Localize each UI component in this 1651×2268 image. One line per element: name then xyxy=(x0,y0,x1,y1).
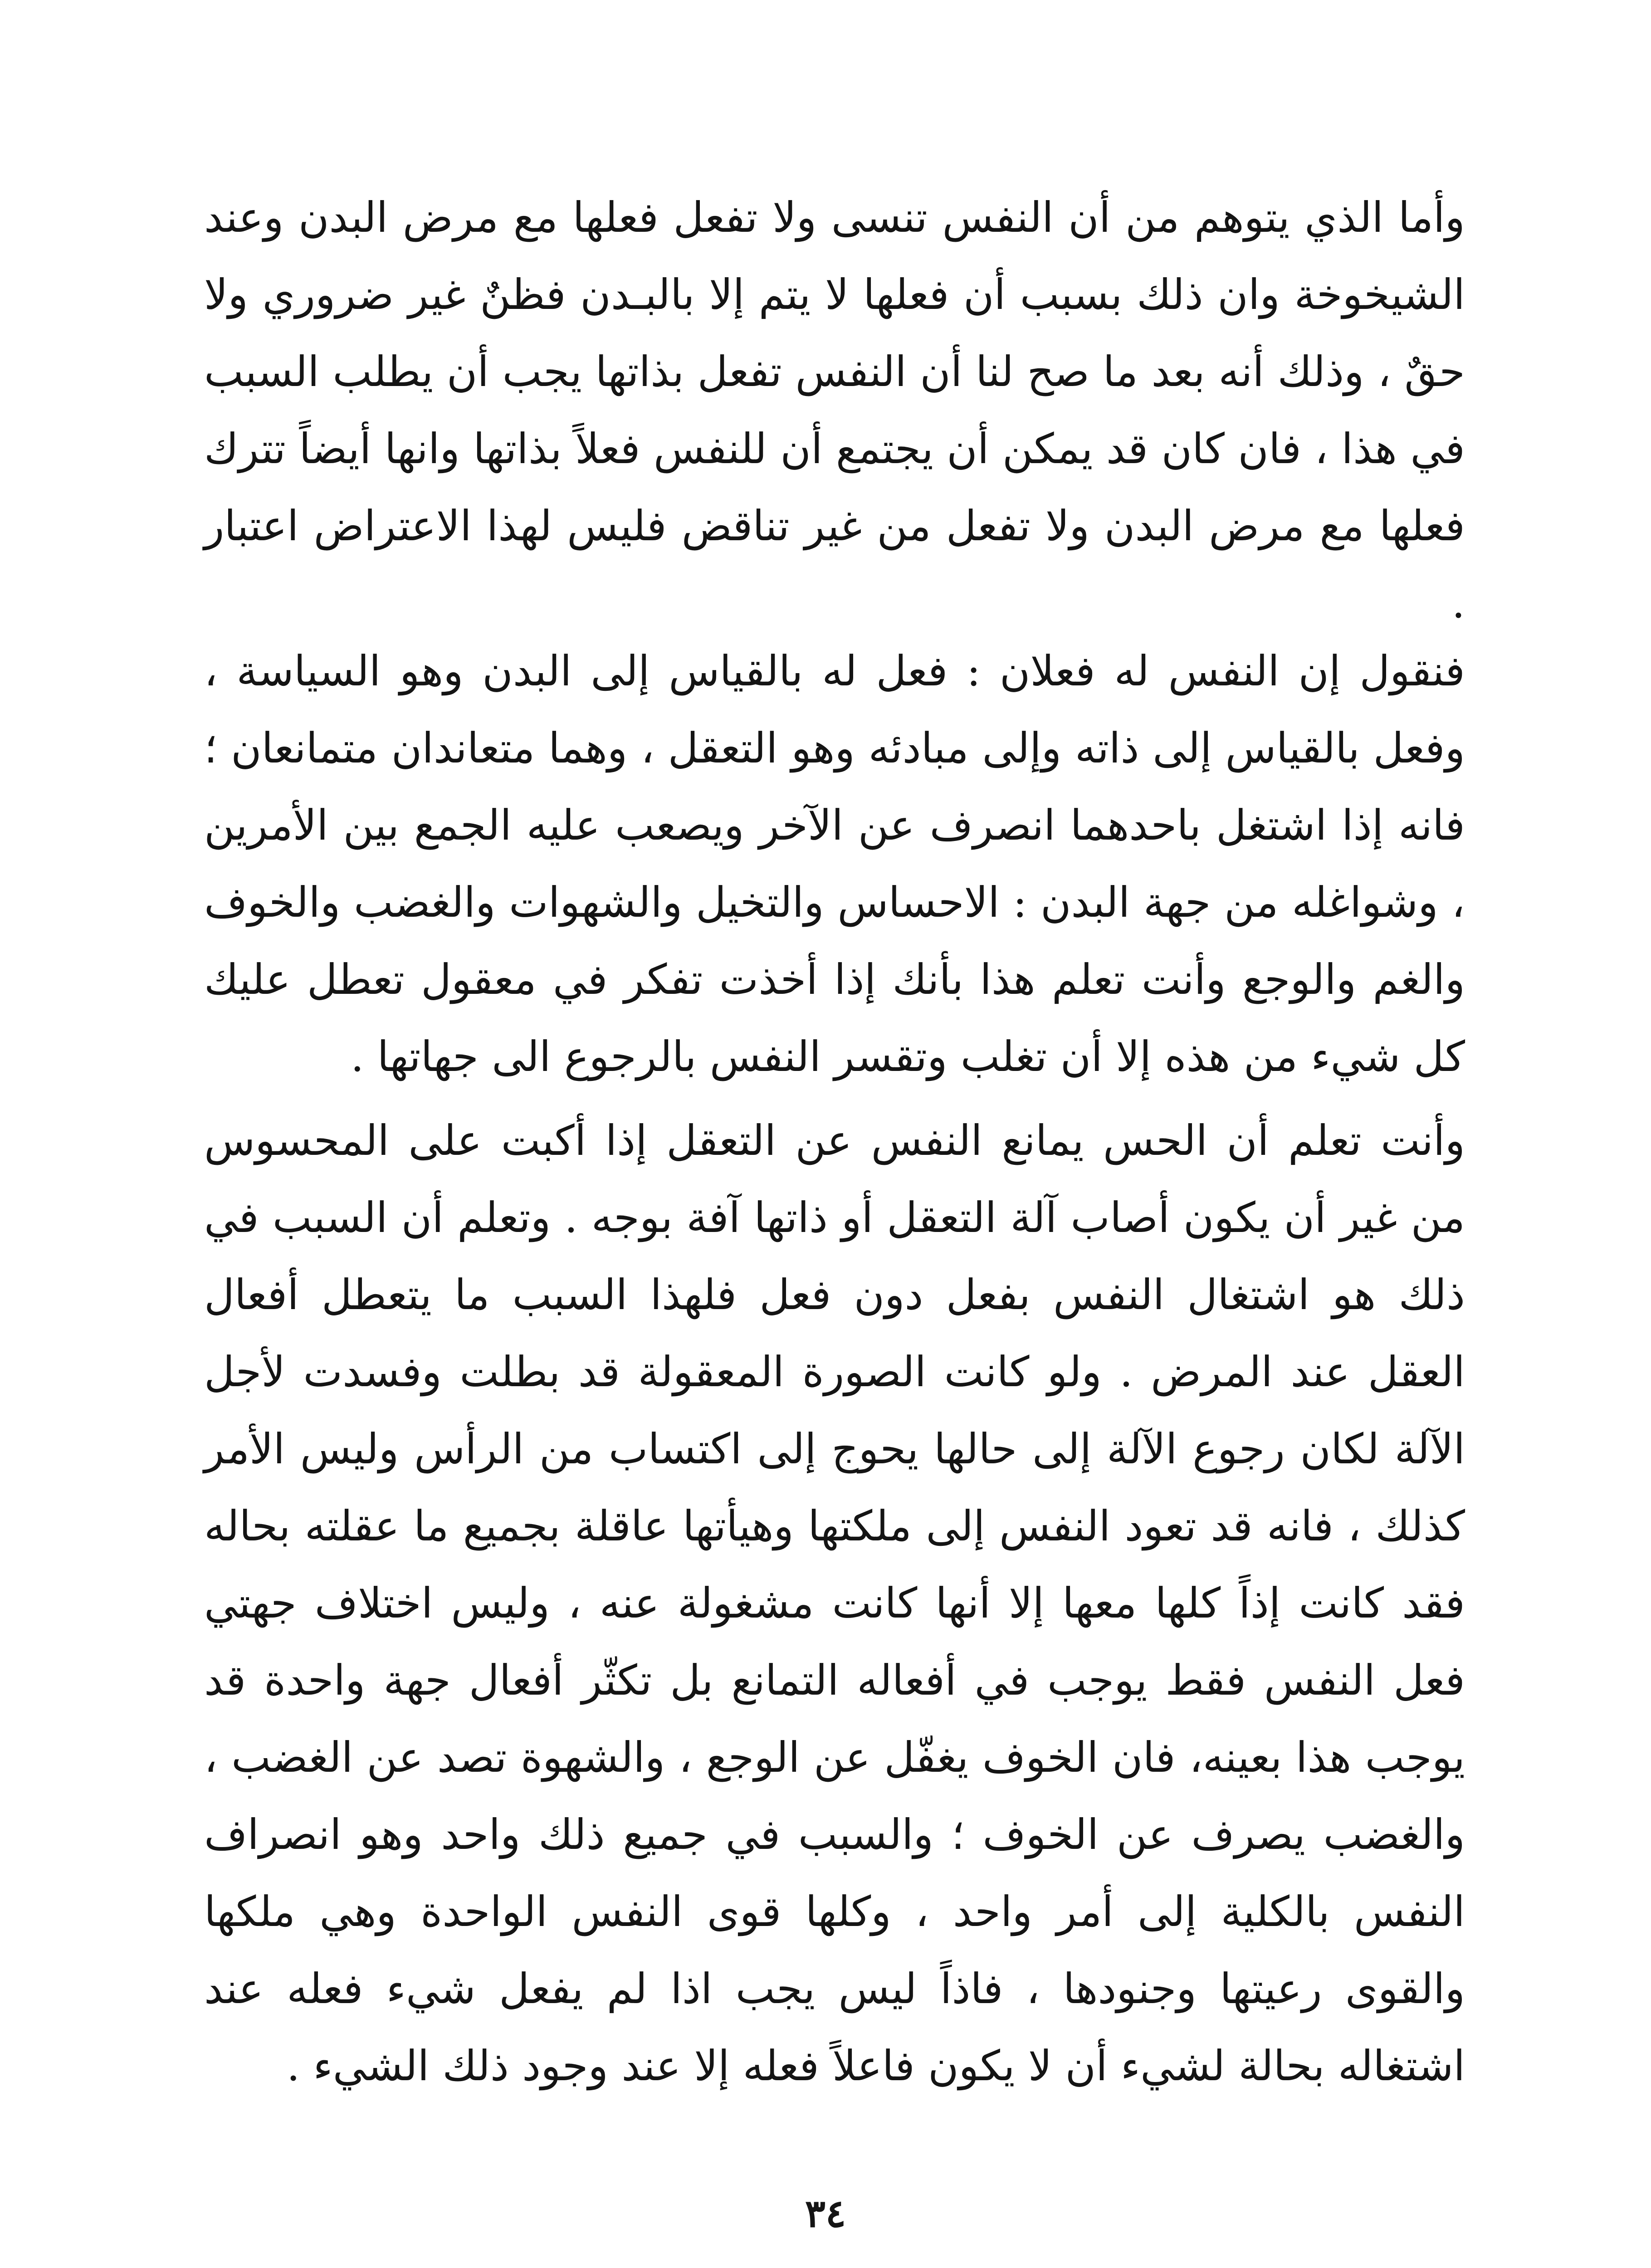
page-number: ٣٤ xyxy=(805,2191,846,2236)
paragraph-3: وأنت تعلم أن الحس يمانع النفس عن التعقل إذا أكبت على المحسوس من غير أن يكون أصاب آلة التعقل أو ذاتها آفة بوجه . وتعلم أن السبب في ذلك هو اشتغال النفس بفعل دون فعل فلهذا السبب ما يتعطل أفعال العقل عند المرض . ولو كانت الصورة المعقولة قد بطلت وفسدت لأجل الآلة لكان رجوع الآلة إلى حالها يحوج إلى اكتساب من الرأس وليس الأمر كذلك ، فانه قد تعود النفس إلى ملكتها وهيأتها عاقلة بجميع ما عقلته بحاله فقد كانت إذاً كلها معها إلا أنها كانت مشغولة عنه ، وليس اختلاف جهتي فعل النفس فقط يوجب في أفعاله التمانع بل تكثّر أفعال جهة واحدة قد يوجب هذا بعينه، فان الخوف يغفّل عن الوجع ، والشهوة تصد عن الغضب ، والغضب يصرف عن الخوف ؛ والسبب في جميع ذلك واحد وهو انصراف النفس بالكلية إلى أمر واحد ، وكلها قوى النفس الواحدة وهي ملكها والقوى رعيتها وجنودها ، فاذاً ليس يجب اذا لم يفعل شيء فعله عند اشتغاله بحالة لشيء أن لا يكون فاعلاً فعله إلا عند وجود ذلك الشيء . xyxy=(204,1116,1465,2090)
paragraph-2: فنقول إن النفس له فعلان : فعل له بالقياس إلى البدن وهو السياسة ، وفعل بالقياس إلى ذاته وإلى مبادئه وهو التعقل ، وهما متعاندان متمانعان ؛ فانه إذا اشتغل باحدهما انصرف عن الآخر ويصعب عليه الجمع بين الأمرين ، وشواغله من جهة البدن : الاحساس والتخيل والشهوات والغضب والخوف والغم والوجع وأنت تعلم هذا بأنك إذا أخذت تفكر في معقول تعطل عليك كل شيء من هذه إلا أن تغلب وتقسر النفس بالرجوع الى جهاتها . xyxy=(204,647,1465,1081)
paragraph-1: وأما الذي يتوهم من أن النفس تنسى ولا تفعل فعلها مع مرض البدن وعند الشيخوخة وان ذلك بسبب أن فعلها لا يتم إلا بالبـدن فظنٌ غير ضروري ولا حقٌ ، وذلك أنه بعد ما صح لنا أن النفس تفعل بذاتها يجب أن يطلب السبب في هذا ، فان كان قد يمكن أن يجتمع أن للنفس فعلاً بذاتها وانها أيضاً تترك فعلها مع مرض البدن ولا تفعل من غير تناقض فليس لهذا الاعتراض اعتبار . xyxy=(204,193,1465,627)
